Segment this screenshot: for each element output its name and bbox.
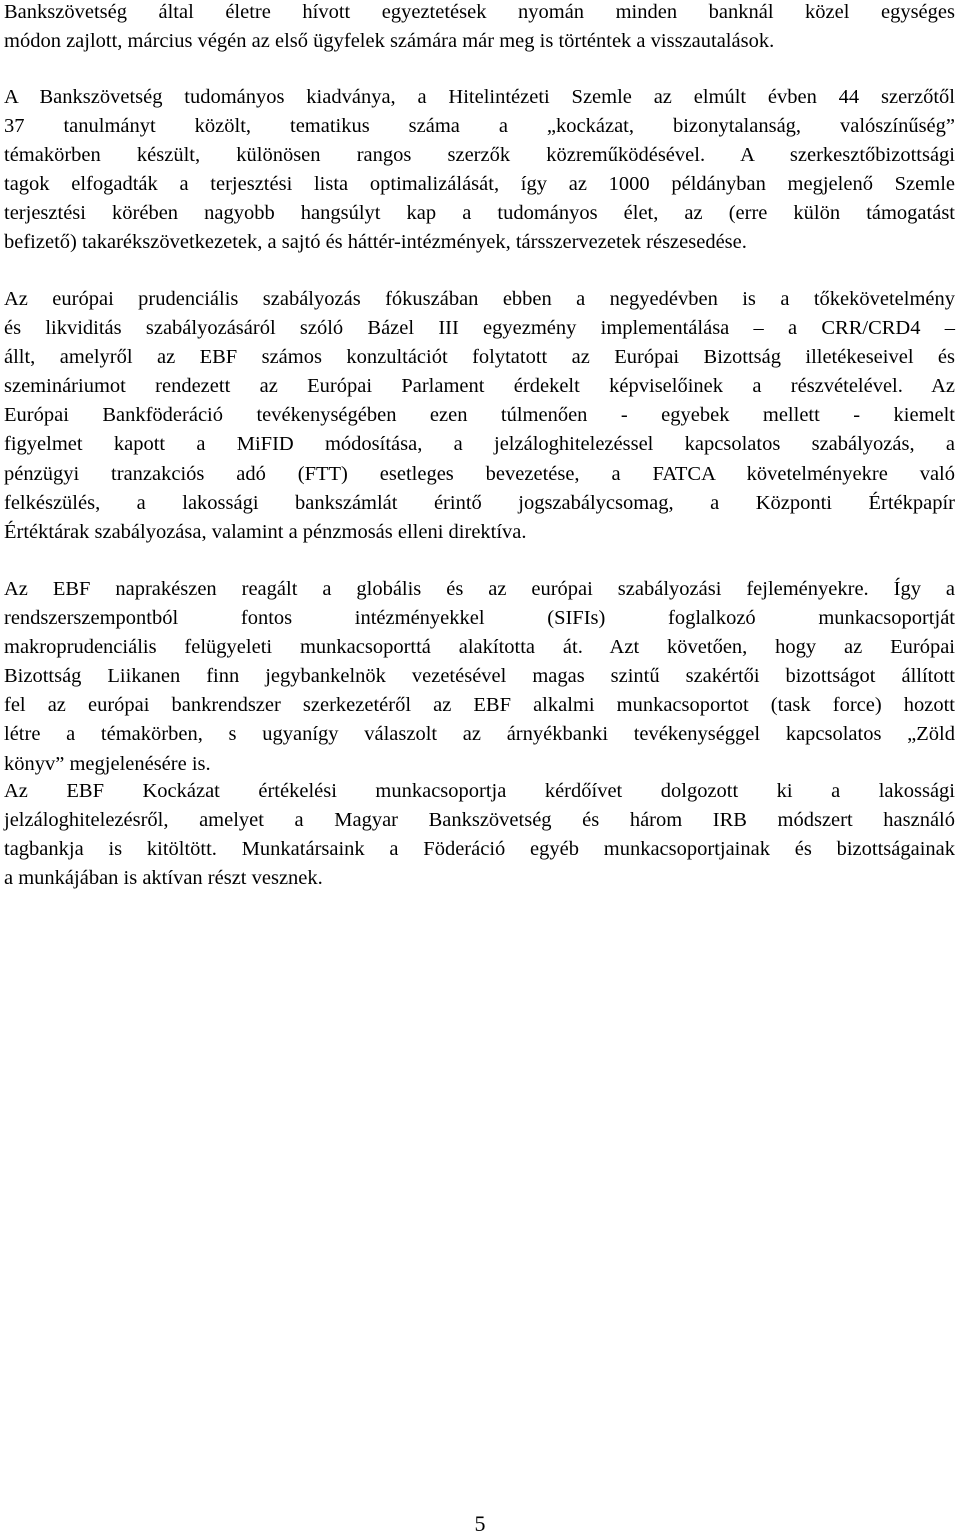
text-line: szemináriumot rendezett az Európai Parlament érdekelt képviselőinek a részvételével. Az: [4, 375, 955, 398]
paragraph-4: [4, 575, 955, 779]
text-line: tagok elfogadták a terjesztési lista optimalizálását, így az 1000 példányban megjelenő Szemle: [4, 173, 955, 196]
text-line: jelzáloghitelezésről, amelyet a Magyar Bankszövetség és három IRB módszert használó: [4, 809, 955, 832]
text-line: A Bankszövetség tudományos kiadványa, a Hitelintézeti Szemle az elmúlt évben 44 szerzőtől: [4, 86, 955, 108]
text-line: témakörben készült, különösen rangos szerzők közreműködésével. A szerkesztőbizottsági: [4, 144, 955, 167]
text-line: Bizottság Liikanen finn jegybankelnök vezetésével magas szintű szakértői bizottságot állított: [4, 665, 955, 688]
text-line: tagbankja is kitöltött. Munkatársaink a Föderáció egyéb munkacsoportjainak és bizottságainak: [4, 838, 955, 861]
text-line: Európai Bankföderáció tevékenységében ezen túlmenően - egyebek mellett - kiemelt: [4, 404, 955, 427]
page-number: 5: [474, 1511, 486, 1536]
text-line: felkészülés, a lakossági bankszámlát érintő jogszabálycsomag, a Központi Értékpapír: [4, 491, 955, 514]
text-line: 37 tanulmányt közölt, tematikus száma a „kockázat, bizonytalanság, valószínűség”: [4, 115, 955, 138]
paragraph-2: [4, 83, 955, 258]
text-line: Értéktárak szabályozása, valamint a pénzmosás elleni direktíva.: [4, 520, 527, 543]
text-line: befizető) takarékszövetkezetek, a sajtó és háttér-intézmények, társszervezetek részesedése.: [4, 231, 747, 254]
paragraph-1: [4, 0, 955, 56]
text-line: figyelmet kapott a MiFID módosítása, a jelzáloghitelezéssel kapcsolatos szabályozás, a: [4, 433, 955, 456]
text-line: állt, amelyről az EBF számos konzultációt folytatott az Európai Bizottság illetékeseivel és: [4, 346, 955, 369]
text-line: létre a témakörben, s ugyanígy válaszolt az árnyékbanki tevékenységgel kapcsolatos „Zöld: [4, 723, 955, 746]
text-line: makroprudenciális felügyeleti munkacsoporttá alakította át. Azt követően, hogy az Európai: [4, 636, 955, 659]
text-line: és likviditás szabályozásáról szóló Bázel III egyezmény implementálása – a CRR/CRD4 –: [4, 317, 955, 340]
text-line: könyv” megjelenésére is.: [4, 752, 211, 775]
paragraph-3: [4, 285, 955, 547]
text-line: Bankszövetség által életre hívott egyeztetések nyomán minden banknál közel egységes: [4, 1, 955, 23]
text-line: terjesztési körében nagyobb hangsúlyt kap a tudományos élet, az (erre külön támogatást: [4, 202, 955, 225]
text-line: Az EBF naprakészen reagált a globális és az európai szabályozási fejleményekre. Így a: [4, 578, 955, 600]
text-line: Az európai prudenciális szabályozás fókuszában ebben a negyedévben is a tőkekövetelmény: [4, 288, 955, 310]
paragraph-5: [4, 777, 955, 893]
text-line: fel az európai bankrendszer szerkezetéről az EBF alkalmi munkacsoportot (task force) hozott: [4, 694, 955, 717]
text-line: a munkájában is aktívan részt vesznek.: [4, 867, 323, 890]
text-line: Az EBF Kockázat értékelési munkacsoportja kérdőívet dolgozott ki a lakossági: [4, 780, 955, 802]
text-line: módon zajlott, március végén az első ügyfelek számára már meg is történtek a visszautalások.: [4, 30, 775, 53]
text-line: pénzügyi tranzakciós adó (FTT) esetleges bevezetése, a FATCA követelményekre való: [4, 462, 955, 485]
text-line: rendszerszempontból fontos intézményekkel (SIFIs) foglalkozó munkacsoportját: [4, 607, 955, 630]
